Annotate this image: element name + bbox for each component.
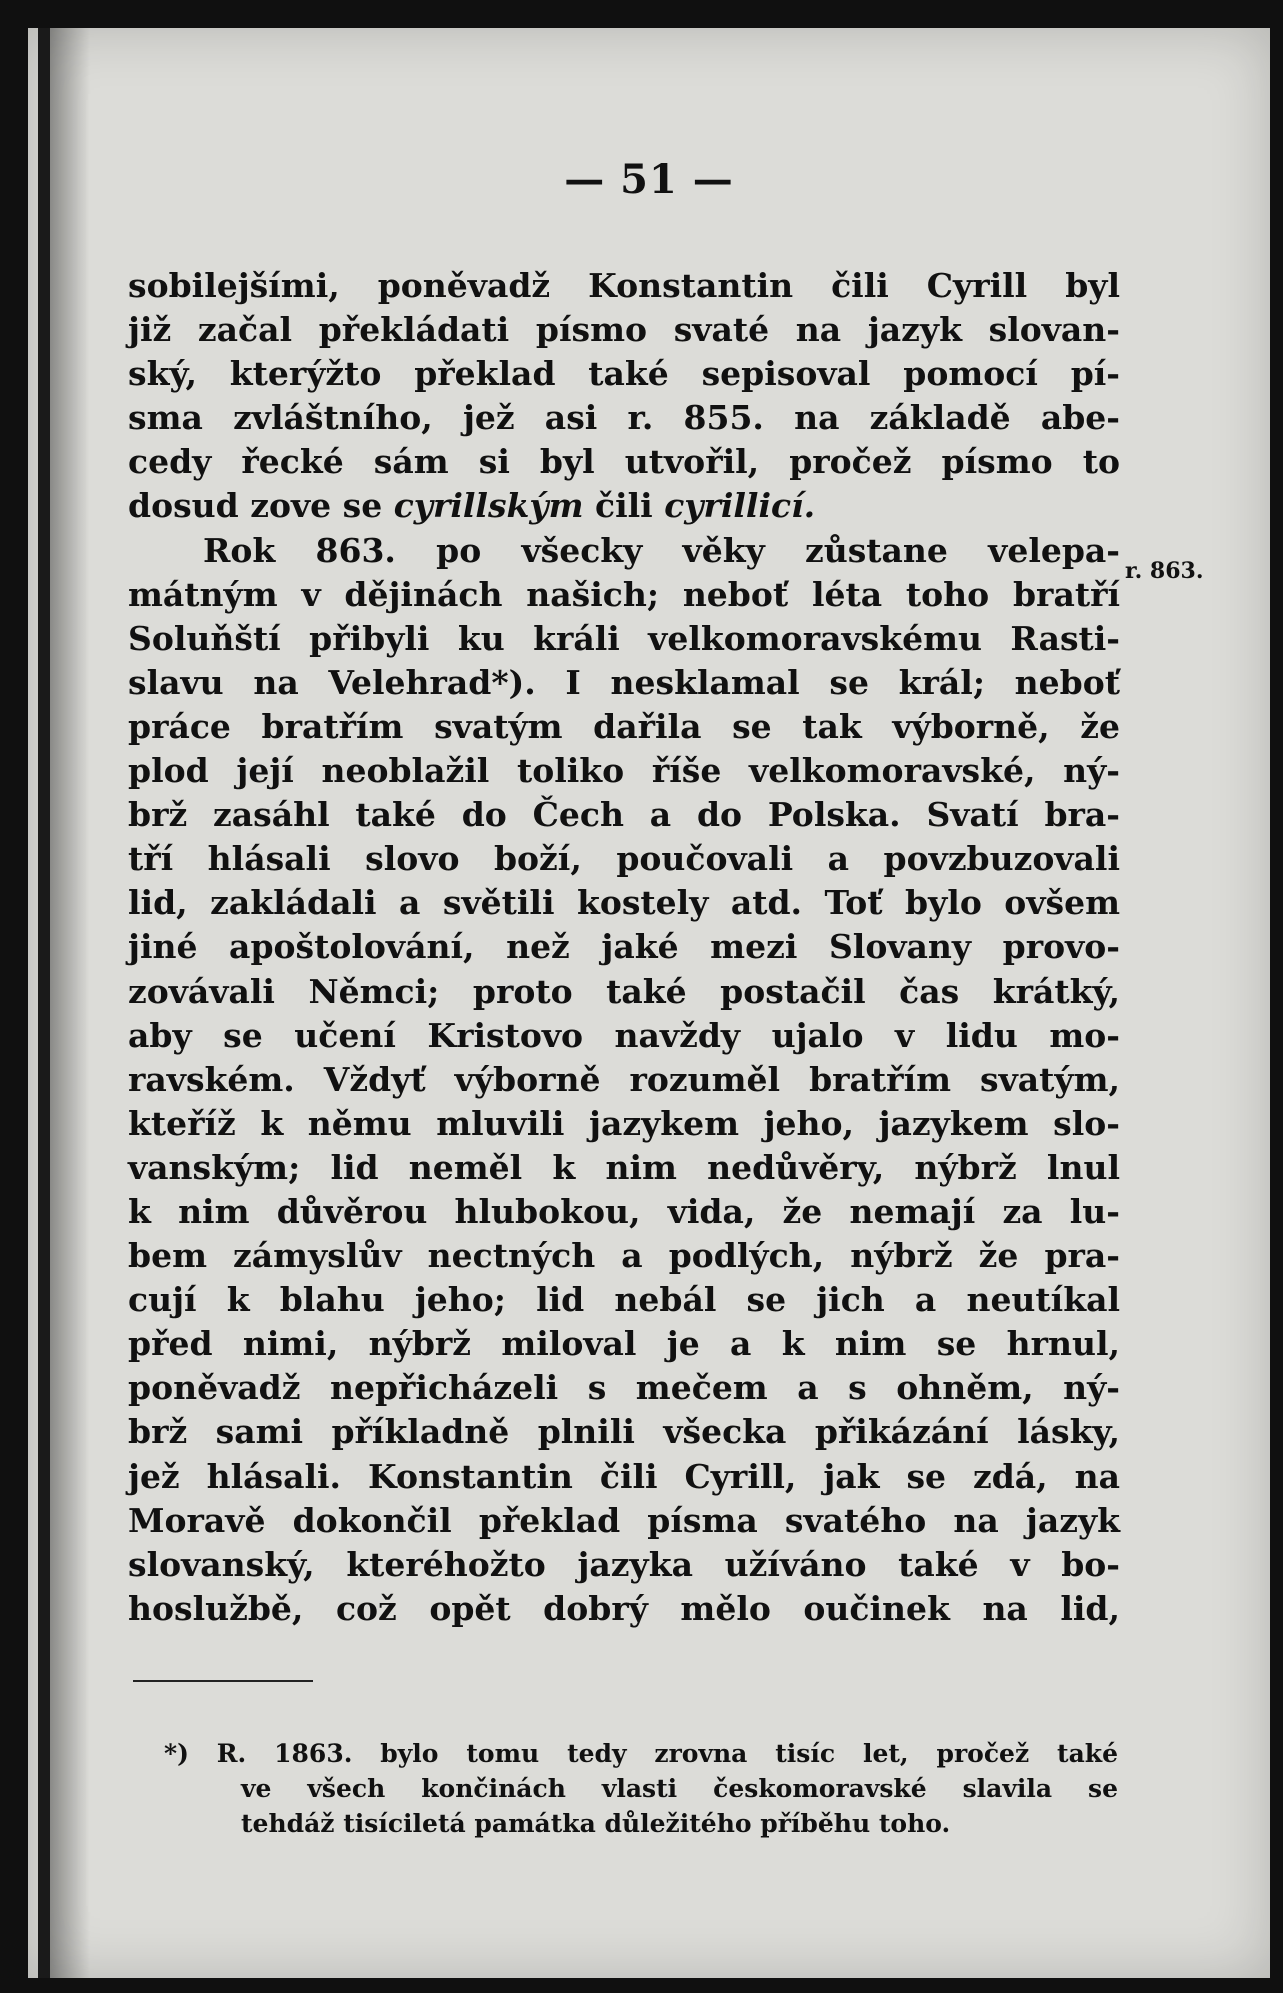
text-line: k nim důvěrou hlubokou, vida, že nemají za lu- bbox=[128, 1191, 1120, 1231]
text-line: ravském. Vždyť výborně rozuměl bratřím svatým, bbox=[128, 1059, 1120, 1099]
text-line: jež hlásali. Konstantin čili Cyrill, jak se zdá, na bbox=[128, 1456, 1120, 1496]
text-line: tří hlásali slovo boží, poučovali a povzbuzovali bbox=[128, 839, 1120, 879]
footnote-line: tehdáž tisíciletá památka důležitého příběhu toho. bbox=[241, 1809, 951, 1838]
text-line: slavu na Velehrad*). I nesklamal se král; neboť bbox=[128, 662, 1120, 702]
text-line-italic bbox=[128, 484, 1120, 528]
text-line: sma zvláštního, jež asi r. 855. na základě abe- bbox=[128, 398, 1120, 438]
book-spine bbox=[38, 28, 50, 1978]
text-line: zovávali Němci; proto také postačil čas krátký, bbox=[128, 971, 1120, 1011]
body-text bbox=[128, 264, 1120, 1631]
text-line: cují k blahu jeho; lid nebál se jich a neutíkal bbox=[128, 1280, 1120, 1320]
text-line: před nimi, nýbrž miloval je a k nim se hrnul, bbox=[128, 1324, 1120, 1364]
text-line: mátným v dějinách našich; neboť léta toho bratří bbox=[128, 574, 1120, 614]
text-line: Moravě dokončil překlad písma svatého na jazyk bbox=[128, 1500, 1120, 1540]
text-line: brž sami příkladně plnili všecka přikázání lásky, bbox=[128, 1412, 1120, 1452]
text-line: vanským; lid neměl k nim nedůvěry, nýbrž lnul bbox=[128, 1147, 1120, 1187]
book-page bbox=[28, 28, 1270, 1978]
spine-shadow bbox=[50, 28, 90, 1978]
text-line: práce bratřím svatým dařila se tak výborně, že bbox=[128, 706, 1120, 746]
text-line: lid, zakládali a světili kostely atd. Toť bylo ovšem bbox=[128, 883, 1120, 923]
text-line: slovanský, kteréhožto jazyka užíváno také v bo- bbox=[128, 1544, 1120, 1584]
text-line: aby se učení Kristovo navždy ujalo v lidu mo- bbox=[128, 1015, 1120, 1055]
text-line: již začal překládati písmo svaté na jazyk slovan- bbox=[128, 310, 1120, 350]
text-line: cedy řecké sám si byl utvořil, pročež písmo to bbox=[128, 442, 1120, 482]
footnote-line: ve všech končinách vlasti českomoravské slavila se bbox=[241, 1774, 1118, 1803]
footnote-line: *) R. 1863. bylo tomu tedy zrovna tisíc let, pročež také bbox=[164, 1739, 1118, 1768]
text-line: jiné apoštolování, než jaké mezi Slovany provo- bbox=[128, 927, 1120, 967]
italic-term-cyrillice: cyrillicí. bbox=[664, 486, 816, 526]
text-line: poněvadž nepřicházeli s mečem a s ohněm, ný- bbox=[128, 1368, 1120, 1408]
page-number: — 51 — bbox=[564, 156, 734, 203]
text-line: brž zasáhl také do Čech a do Polska. Svatí bra- bbox=[128, 795, 1120, 835]
paragraph-start: Rok 863. po všecky věky zůstane velepa- bbox=[203, 530, 1120, 570]
text-segment: dosud zove se bbox=[128, 486, 394, 526]
text-line: plod její neoblažil toliko říše velkomoravské, ný- bbox=[128, 751, 1120, 791]
text-segment: čili bbox=[583, 486, 665, 526]
text-line: kteříž k němu mluvili jazykem jeho, jazykem slo- bbox=[128, 1103, 1120, 1143]
text-line: ský, kterýžto překlad také sepisoval pomocí pí- bbox=[128, 354, 1120, 394]
margin-note-year: r. 863. bbox=[1125, 558, 1204, 584]
text-line: sobilejšími, poněvadž Konstantin čili Cyrill byl bbox=[128, 266, 1120, 305]
footnote-rule bbox=[133, 1680, 313, 1682]
footnote bbox=[164, 1736, 1118, 1841]
text-line: hoslužbě, což opět dobrý mělo oučinek na lid, bbox=[128, 1588, 1120, 1628]
text-line: Soluňští přibyli ku králi velkomoravskému Rasti- bbox=[128, 618, 1120, 658]
text-line: bem zámyslův nectných a podlých, nýbrž že pra- bbox=[128, 1236, 1120, 1276]
italic-term-cyrillsky: cyrillským bbox=[393, 486, 584, 526]
